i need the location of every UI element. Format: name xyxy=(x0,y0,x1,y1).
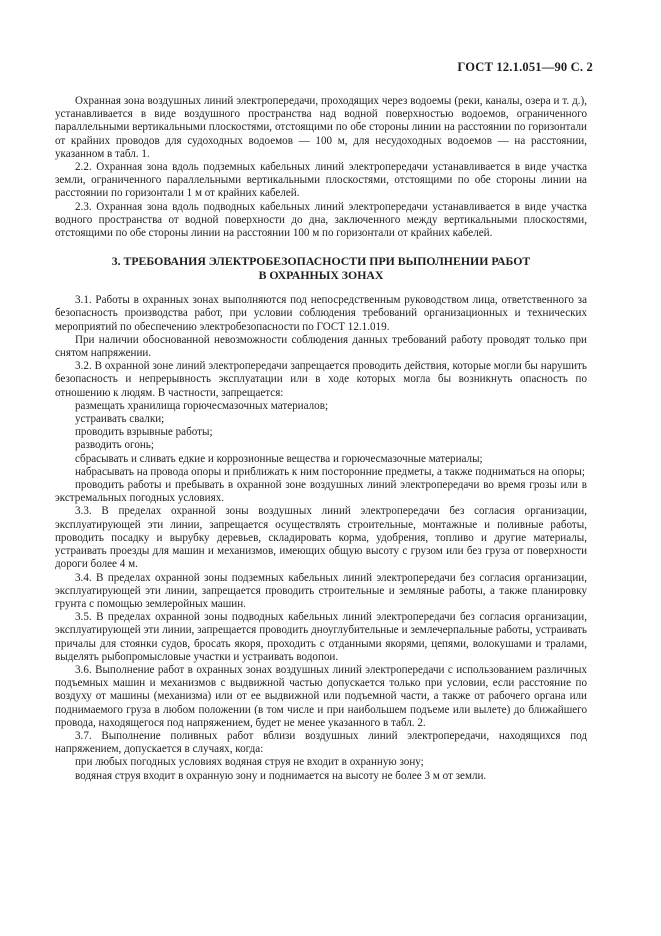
list-item: устраивать свалки; xyxy=(75,413,165,426)
list-item: проводить взрывные работы; xyxy=(75,426,213,439)
page-header: ГОСТ 12.1.051—90 С. 2 xyxy=(457,60,593,74)
list-item: набрасывать на провода опоры и приближать к ним посторонние предметы, а также подниматься на опоры; xyxy=(75,465,585,478)
document-body xyxy=(55,95,587,783)
list-item: водяная струя входит в охранную зону и поднимается на высоту не более 3 м от земли. xyxy=(75,769,487,782)
paragraph: 3.4. В пределах охранной зоны подземных кабельных линий электропередачи без согласия организации, эксплуатирующей эти линии, запрещается проводить строительные и земляные работы, а также планировку грунта с помощью землеройных машин. xyxy=(55,571,587,610)
paragraph: 3.1. Работы в охранных зонах выполняются под непосредственным руководством лица, ответственного за безопасность производства работ, при условии соблюдения требований организационных и технических мероприятий по обеспечению электробезопасности по ГОСТ 12.1.019. xyxy=(55,294,587,333)
paragraph: 3.2. В охранной зоне линий электропередачи запрещается проводить действия, которые могли бы нарушить безопасность и непрерывность эксплуатации или в ходе которых могла бы возникнуть опасность по отношению к людям. В частности, запрещается: xyxy=(55,360,587,399)
paragraph: 2.3. Охранная зона вдоль подводных кабельных линий электропередачи устанавливается в виде участка водного пространства от водной поверхности до дна, заключенного между вертикальными плоскостями, отстоящими по обе стороны линии на расстоянии 100 м по горизонтали от крайних кабелей. xyxy=(55,200,587,240)
list-item: сбрасывать и сливать едкие и коррозионные вещества и горючесмазочные материалы; xyxy=(75,452,483,465)
paragraph: 3.5. В пределах охранной зоны подводных кабельных линий электропередачи без согласия организации, эксплуатирующей эти линии, запрещается проводить дноуглубительные и землечерпальные работы, устраивать причалы для стоянки судов, бросать якоря, проходить с отданными якорями, цепями, волокушами и тралами, выделять рыбопромысловые участки и устраивать водопои. xyxy=(55,611,587,663)
list-item: при любых погодных условиях водяная струя не входит в охранную зону; xyxy=(75,756,424,769)
list-item: разводить огонь; xyxy=(75,439,154,452)
paragraph: При наличии обоснованной невозможности соблюдения данных требований работу проводят только при снятом напряжении. xyxy=(55,333,587,360)
section-title-line: В ОХРАННЫХ ЗОНАХ xyxy=(258,268,384,283)
paragraph: 3.7. Выполнение поливных работ вблизи воздушных линий электропередачи, находящихся под напряжением, допускается в случаях, когда: xyxy=(55,729,587,756)
paragraph: 3.6. Выполнение работ в охранных зонах воздушных линий электропередачи с использованием различных подъемных машин и механизмов с выдвижной частью допускается только при условии, если расстояние по воздуху от машины (механизма) или от ее выдвижной или подъемной части, а также от рабочего органа или поднимаемого груза в любом положении (в том числе и при наибольшем подъеме или вылете) до ближайшего провода, находящегося под напряжением, будет не менее указанного в табл. 2. xyxy=(55,663,587,729)
paragraph: Охранная зона воздушных линий электропередачи, проходящих через водоемы (реки, каналы, озера и т. д.), устанавливается в виде воздушного пространства над водной поверхностью водоемов, ограниченного параллельными вертикальными плоскостями, отстоящими по обе стороны линии на расстоянии по горизонтали от крайних проводов для судоходных водоемов — 100 м, для несудоходных водоемов — на расстоянии, указанном в табл. 1. xyxy=(55,95,587,160)
section-title xyxy=(55,254,587,282)
paragraph: 2.2. Охранная зона вдоль подземных кабельных линий электропередачи устанавливается в виде участка земли, ограниченного параллельными вертикальными плоскостями, отстоящими по обе стороны линии на расстоянии по горизонтали 1 м от крайних кабелей. xyxy=(55,161,587,200)
list-item: размещать хранилища горючесмазочных материалов; xyxy=(75,399,329,412)
section-title-line: 3. ТРЕБОВАНИЯ ЭЛЕКТРОБЕЗОПАСНОСТИ ПРИ ВЫПОЛНЕНИИ РАБОТ xyxy=(111,254,531,269)
paragraph: 3.3. В пределах охранной зоны воздушных линий электропередачи без согласия организации, эксплуатирующей эти линии, запрещается осуществлять строительные, монтажные и поливные работы, проводить посадку и вырубку деревьев, складировать корма, удобрения, топливо и другие материалы, устраивать проезды для машин и механизмов, имеющих общую высоту с грузом или без груза от поверхности дороги более 4 м. xyxy=(55,505,587,571)
list-item: проводить работы и пребывать в охранной зоне воздушных линий электропередачи во время грозы или в экстремальных погодных условиях. xyxy=(55,479,587,505)
